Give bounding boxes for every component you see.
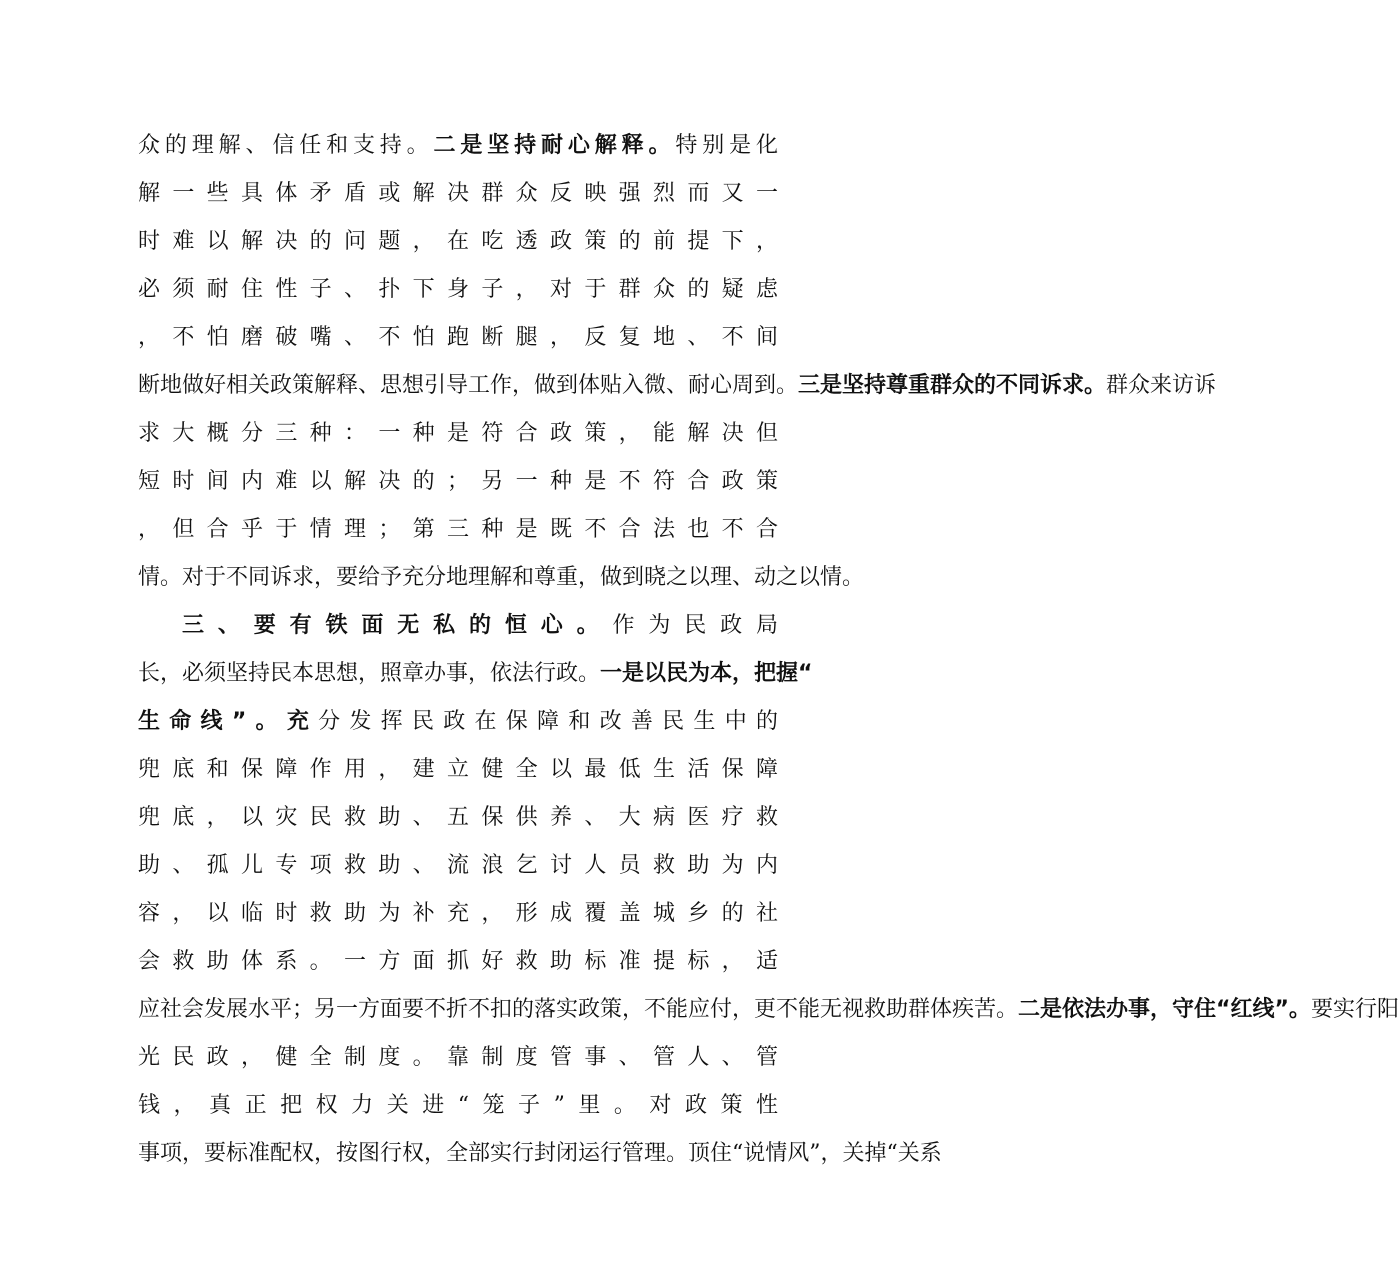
text-run: 特别是化 xyxy=(675,133,778,158)
text-run: 应社会发展水平；另一方面要不折不扣的落实政策，不能应付，更不能无视救助群体疾苦。 xyxy=(138,997,1019,1022)
text-run: 众的理解、信任和支持。 xyxy=(138,133,434,158)
text-line xyxy=(138,650,813,698)
text-line: ，不怕磨破嘴、不怕跑断腿，反复地、不间 xyxy=(138,325,778,350)
text-run: 作为民政局 xyxy=(612,613,778,638)
bold-heading: 二是依法办事，守住“红线”。 xyxy=(1018,997,1311,1022)
text-line xyxy=(138,698,778,746)
bold-heading: 三是坚持尊重群众的不同诉求。 xyxy=(798,373,1107,398)
bold-heading: 二是坚持耐心解释。 xyxy=(433,133,676,158)
text-run: 分发挥民政在保障和改善民生中的 xyxy=(318,709,778,734)
text-line: ，但合乎于情理；第三种是既不合法也不合 xyxy=(138,517,778,542)
text-run: 断地做好相关政策解释、思想引导工作，做到体贴入微、耐心周到。 xyxy=(138,373,799,398)
text-line xyxy=(138,362,1217,410)
text-line: 解一些具体矛盾或解决群众反映强烈而又一 xyxy=(138,181,778,206)
body-text xyxy=(138,122,1399,1178)
section-heading: 三、要有铁面无私的恒心。 xyxy=(182,613,613,638)
text-line xyxy=(138,986,1399,1034)
text-line: 会救助体系。一方面抓好救助标准提标，适 xyxy=(138,949,778,974)
text-line xyxy=(138,122,778,170)
text-line: 助、孤儿专项救助、流浪乞讨人员救助为内 xyxy=(138,853,778,878)
text-line: 求大概分三种：一种是符合政策，能解决但 xyxy=(138,421,778,446)
text-line: 光民政，健全制度。靠制度管事、管人、管 xyxy=(138,1045,778,1070)
text-run: 要实行阳 xyxy=(1310,997,1399,1022)
text-line: 钱，真正把权力关进“笼子”里。对政策性 xyxy=(138,1093,778,1118)
text-line: 兜底，以灾民救助、五保供养、大病医疗救 xyxy=(138,805,778,830)
text-line: 必须耐住性子、扑下身子，对于群众的疑虑 xyxy=(138,277,778,302)
text-run: 群众来访诉 xyxy=(1106,373,1217,398)
bold-heading: 生命线”。充 xyxy=(138,709,319,734)
text-line: 情。对于不同诉求，要给予充分地理解和尊重，做到晓之以理、动之以情。 xyxy=(138,565,865,590)
text-run: 长，必须坚持民本思想，照章办事，依法行政。 xyxy=(138,661,601,686)
text-line: 兜底和保障作用，建立健全以最低生活保障 xyxy=(138,757,778,782)
text-line: 事项，要标准配权，按图行权，全部实行封闭运行管理。顶住“说情风”，关掉“关系 xyxy=(138,1141,942,1166)
text-line: 短时间内难以解决的；另一种是不符合政策 xyxy=(138,469,778,494)
text-line xyxy=(138,602,778,650)
text-line: 容，以临时救助为补充，形成覆盖城乡的社 xyxy=(138,901,778,926)
bold-heading: 一是以民为本，把握“ xyxy=(600,661,813,686)
text-line: 时难以解决的问题，在吃透政策的前提下， xyxy=(138,229,778,254)
